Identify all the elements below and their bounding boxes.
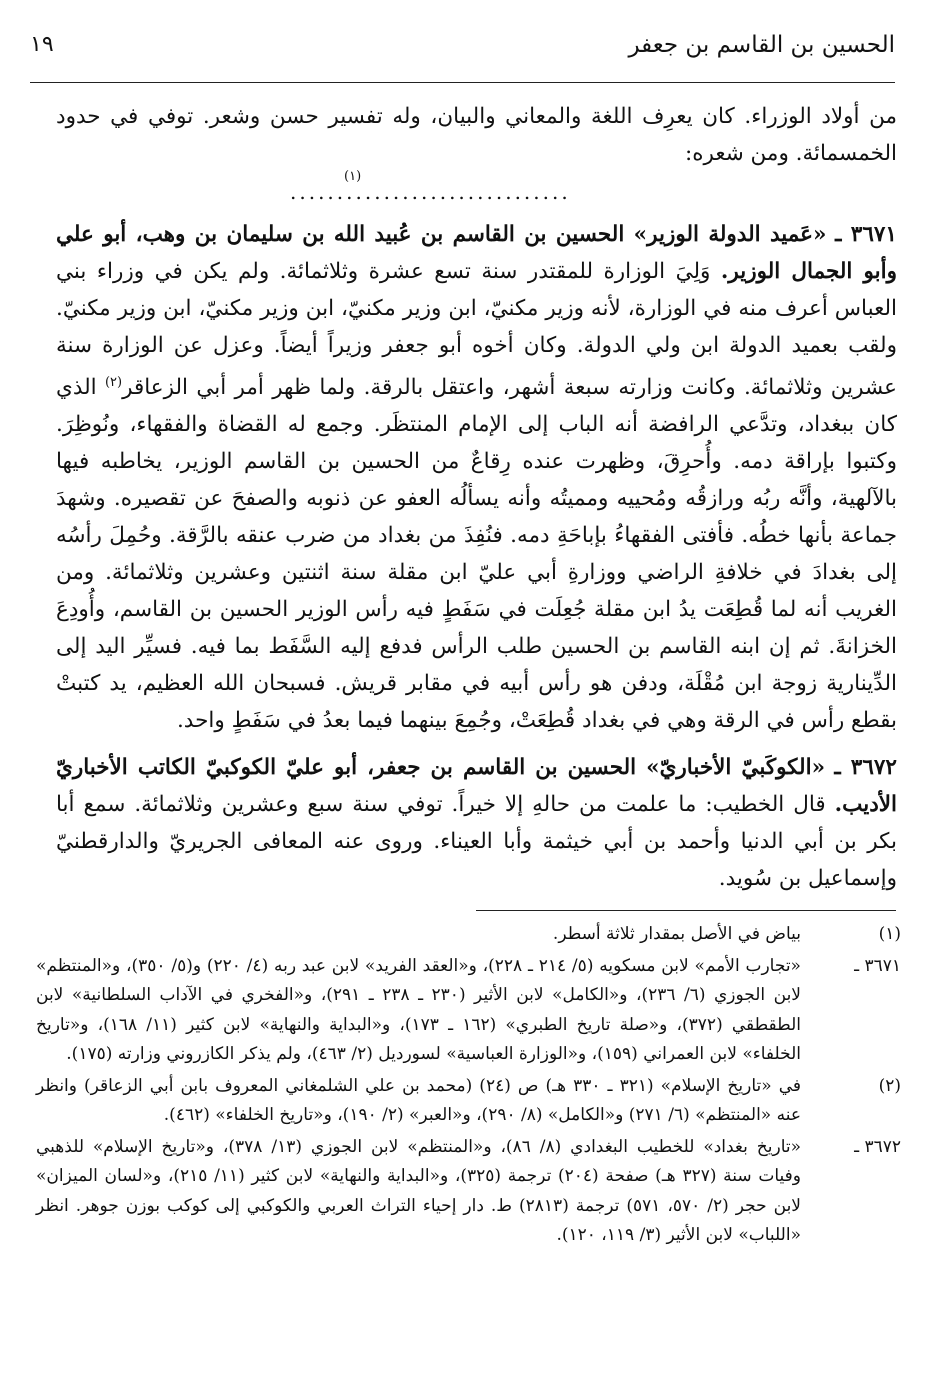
intro-line-1: من أولاد الوزراء. كان يعرِف اللغة والمعاني والبيان، وله تفسير حسن وشعر. توفي في حدود [56, 104, 897, 129]
entry-3671-text-a: وَلِيَ الوزارة للمقتدر سنة تسع عشرة وثلاثمائة. ولم يكن في وزراء بني العباس أعرف منه في الوزارة، لأنه وزير مكنيّ، ابن وزير مكنيّ، ابن وزير مكنيّ، ابن وزير مكنيّ. ولقب بعميد الدولة ابن ولي الدولة. وكان أخوه أبو جعفر وزيراً أيضاً. وعزل عن الوزارة سنة عشرين وثلاثمائة. وكانت وزارته سبعة أشهر، واعتقل بالرقة. ولما ظهر أمر أبي الزعاقر [56, 259, 897, 401]
entry-3671-text-b: الذي كان ببغداد، وتدَّعي الرافضة أنه الباب إلى الإمام المنتظَر. وجمع له القضاة والفقهاء، ونُوظِرَ. وكتبوا بإراقة دمه. وأُحرِقَ، وظهرت عنده رِقاعٌ من الحسين بن القاسم الوزير، يخاطبه فيها بالآلهية، وأنَّه ربُه ورازقُه ومُحييه ومميتُه وأنه يسألُه العفو عن ذنوبه والصفحَ عن تقصيره. وشهدَ جماعة بأنها خطُه. فأفتى الفقهاءُ بإباحَةِ دمه. فنُفِذَ من بغداد من ضرب عنقه بالرَّقة. وحُمِلَ رأسُه إلى بغدادَ في خلافةِ الراضي ووزارةِ أبي عليّ ابن مقلة سنة اثنتين وعشرين وثلاثمائة. ومن الغريب أنه لما قُطِعَت يدُ ابن مقلة جُعِلَت في سَفَطٍ فيه رأس الوزير الحسين بن القاسم، وأُودِعَ الخزانةَ. ثم إن ابنه القاسم بن الحسين طلب الرأس فدفع إليه السَّفَط بما فيه. فسيِّر اليد إلى الدِّينارية زوجة ابن مُقْلَة، ودفن هو رأس أبيه في مقابر قريش. فسبحان الله العظيم، يد كتبتْ بقطع رأس في الرقة وهي في بغداد قُطِعَتْ، وجُمِعَ بينهما فيما بعدُ في سَفَطٍ واحد. [56, 375, 898, 734]
footnote-number: ٣٦٧١ ـ [854, 955, 901, 976]
footnote-text: بياض في الأصل بمقدار ثلاثة أسطر. [552, 924, 801, 944]
footnote-separator [476, 910, 896, 911]
page-number: ١٩ [30, 32, 54, 57]
entry-3671-number: ٣٦٧١ ـ [835, 222, 897, 247]
omission-footnote-ref: (١) [344, 169, 362, 184]
footnote-number: (٢) [878, 1075, 901, 1096]
footnote [36, 1072, 901, 1131]
footnote-text: «تاريخ بغداد» للخطيب البغدادي (٨/ ٨٦)، و«المنتظم» لابن الجوزي (١٣/ ٣٧٨)، و«تاريخ الإسلام» للذهبي وفيات سنة (٣٢٧ هـ) صفحة (٢٠٤) ترجمة (٣٢٥)، و«البداية والنهاية» لابن كثير (١١/ ٢١٥)، و«لسان الميزان» لابن حجر (٢/ ٥٧٠، ٥٧١) ترجمة (٢٨١٣) ط. دار إحياء التراث العربي والكوكبي إلى كوكب بوزن جوهر. انظر «اللباب» لابن الأثير (٣/ ١١٩، ١٢٠). [36, 1136, 802, 1245]
footnote [36, 920, 901, 950]
entry-3671 [56, 216, 897, 739]
omission-line [56, 169, 897, 206]
entry-3672-title: «الكوكَبيّ الأخباريّ» الحسين بن القاسم بن جعفر، أبو عليّ الكوكبيّ الكاتب الأخباريّ الأديب. [56, 755, 897, 818]
running-header [30, 32, 895, 72]
entry-3672-number: ٣٦٧٢ ـ [834, 755, 897, 781]
footnote-number: ٣٦٧٢ ـ [854, 1136, 901, 1157]
entry-3672 [56, 749, 897, 897]
entry-3671-title: «عَميد الدولة الوزير» الحسين بن القاسم بن عُبيد الله بن سليمان بن وهب، أبو علي وأبو الجمال الوزير. [56, 222, 897, 284]
footnotes [36, 920, 901, 1253]
omission-dots: .............................. [290, 180, 571, 204]
footnote-text: «تجارب الأمم» لابن مسكويه (٥/ ٢١٤ ـ ٢٢٨)، و«العقد الفريد» لابن عبد ربه (٤/ ٢٢٠) و(٥/ ٣٥٠)، و«المنتظم» لابن الجوزي (٦/ ٢٣٦)، و«الكامل» لابن الأثير (٢٣٠ ـ ٢٣٨ ـ ٢٩١)، و«الفخري في الآداب السلطانية» لابن الطقطقي (٣٧٢)، و«صلة تاريخ الطبري» (١٦٢ ـ ١٧٣)، و«البداية والنهاية» لابن كثير (١١/ ١٦٨)، و«تاريخ الخلفاء» لابن العمراني (١٥٩)، و«الوزارة العباسية» لسورديل (٢/ ٤٦٣)، ولم يذكر الكازروني وزارته (١٧٥). [36, 955, 802, 1064]
entry-3672-text: قال الخطيب: ما علمت من حالهِ إلا خيراً. توفي سنة سبع وعشرين وثلاثمائة. سمع أبا بكر بن أبي الدنيا وأحمد بن أبي خيثمة وأبا العيناء. وروى عنه المعافى الجريريّ والدارقطنيّ وإسماعيل بن سُويد. [56, 792, 897, 892]
entry-3671-footnote-ref: (٢) [104, 375, 123, 390]
footnote-text: في «تاريخ الإسلام» (٣٢١ ـ ٣٣٠ هـ) ص (٢٤) (محمد بن علي الشلمغاني المعروف بابن أبي الزعاقر) وانظر عنه «المنتظم» (٦/ ٢٧١) و«الكامل» (٨/ ٢٩٠)، و«العبر» (٢/ ١٩٠)، و«تاريخ الخلفاء» (٤٦٢). [36, 1075, 801, 1125]
footnote [36, 1133, 901, 1251]
running-title: الحسين بن القاسم بن جعفر [628, 32, 895, 58]
intro-line-2: الخمسمائة. ومن شعره: [684, 141, 897, 166]
header-rule [30, 82, 895, 83]
footnote-number: (١) [878, 924, 901, 944]
footnote [36, 952, 901, 1070]
intro-paragraph [56, 98, 897, 172]
main-text [56, 98, 897, 897]
